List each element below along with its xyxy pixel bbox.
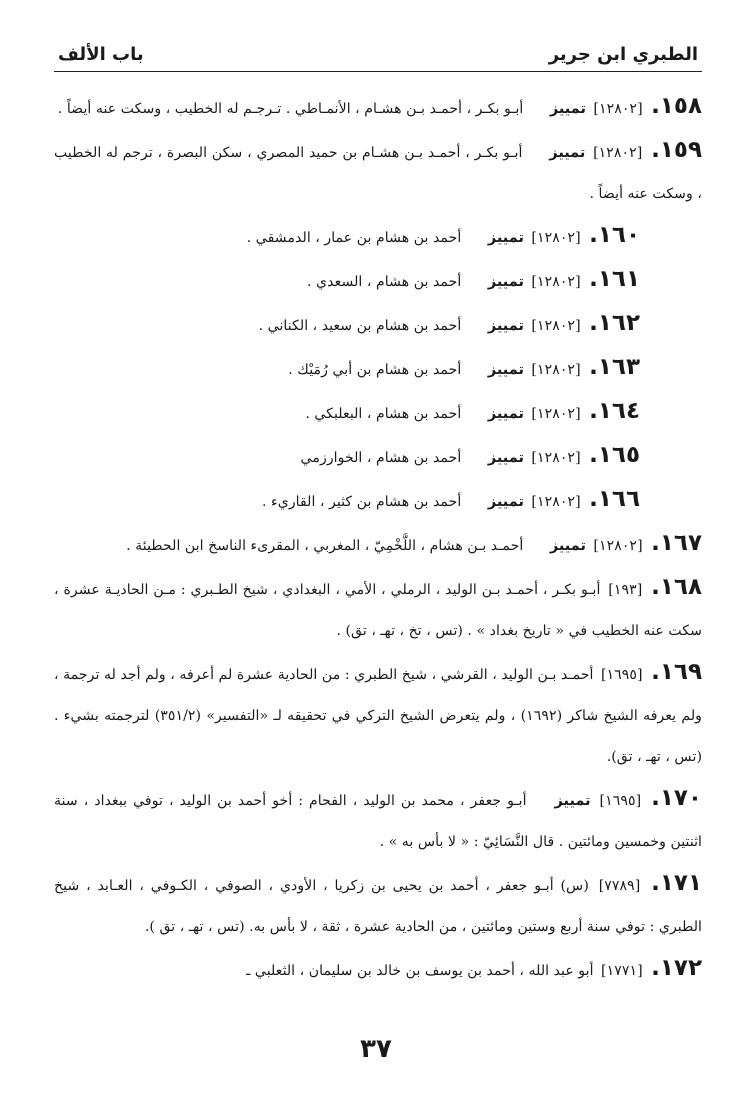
entry-number: ١٦١.	[589, 266, 640, 292]
entry-tag: تمييز	[549, 101, 586, 117]
entry-166	[54, 479, 702, 523]
entry-code: [١٢٨٠٢]	[531, 406, 581, 422]
entry-172	[54, 948, 702, 992]
entry-161	[54, 259, 702, 303]
entry-code: [١٢٨٠٢]	[593, 538, 643, 554]
entry-code: [١٢٨٠٢]	[593, 145, 643, 161]
entry-number: ١٧١.	[651, 870, 703, 896]
entry-number: ١٦٨.	[651, 574, 703, 600]
entry-tag: تمييز	[487, 274, 524, 290]
entry-number: ١٦٠.	[589, 222, 640, 248]
entry-tag: تمييز	[554, 793, 591, 809]
entry-text: أبـو جعفر ، محمد بن الوليد ، الفحام : أخو أحمد بن الوليد ، توفي ببغداد ، سنة اثنتين وخمسين ومائتين . قال النَّسَائِيّ : « لا بأس به » .	[54, 793, 702, 850]
entry-code: [١٢٨٠٢]	[531, 274, 581, 290]
entry-code: [١٦٩٥]	[599, 793, 642, 809]
entry-number: ١٥٩.	[651, 137, 702, 163]
entry-164	[54, 391, 702, 435]
entry-160	[54, 215, 702, 259]
entry-169	[54, 652, 702, 778]
entry-tag: تمييز	[549, 145, 586, 161]
entry-171	[54, 863, 702, 948]
entry-number: ١٦٩.	[651, 659, 702, 685]
entry-tag: تمييز	[487, 318, 524, 334]
entry-code: [١٢٨٠٢]	[531, 230, 581, 246]
entry-number: ١٧٢.	[651, 955, 702, 981]
page-number: ٣٧	[360, 1034, 392, 1064]
entry-number: ١٦٧.	[651, 530, 702, 556]
header-author: الطبري ابن جرير	[548, 44, 698, 65]
entries-list	[54, 86, 702, 992]
entry-code: [١٢٨٠٢]	[531, 362, 581, 378]
entry-text: (س) أبـو جعفر ، أحمد بن يحيى بن زكريا ، الأودي ، الصوفي ، الكـوفي ، العـابد ، شيخ الطبري : توفي سنة أربع وستين ومائتين ، من الحادية عشرة ، ثقة ، لا بأس به. (تس ، تهـ ، تق ).	[54, 878, 702, 935]
entry-number: ١٥٨.	[651, 93, 702, 119]
entry-tag: تمييز	[487, 230, 524, 246]
entry-text: أبـو بكـر ، أحمـد بـن هشـام ، الأنمـاطي . تـرجـم له الخطيب ، وسكت عنه أيضاً .	[57, 101, 524, 117]
entry-text: أبـو بكـر ، أحمـد بـن هشـام بن حميد المصري ، سكن البصرة ، ترجم له الخطيب ، وسكت عنه أيضاً .	[54, 145, 702, 202]
entry-text: أحمـد بـن الوليد ، القرشي ، شيخ الطبري : من الحادية عشرة لم أعرفه ، ولم أجد له ترجمة ، ولم يعرفه الشيخ شاكر (١٦٩٢) ، ولم يتعرض الشيخ التركي في تحقيقه لـ «التفسير» (٣٥١/٢) لترجمته بشيء . (تس ، تهـ ، تق).	[54, 667, 702, 765]
entry-text: أحمد بن هشام ، الخوارزمي	[300, 450, 462, 466]
entry-code: [١٧٧١]	[601, 963, 643, 979]
entry-text: أحمد بن هشام ، السعدي .	[307, 274, 462, 290]
entry-code: [١٢٨٠٢]	[593, 101, 643, 117]
entry-code: [١٢٨٠٢]	[531, 318, 581, 334]
running-header	[54, 30, 702, 72]
entry-text: أحمد بن هشام بن أبي رُمَيْك .	[288, 362, 462, 378]
entry-tag: تمييز	[487, 494, 524, 510]
entry-165	[54, 435, 702, 479]
entry-number: ١٦٦.	[589, 486, 640, 512]
entry-158	[54, 86, 702, 130]
entry-168	[54, 567, 702, 652]
entry-tag: تمييز	[487, 362, 524, 378]
entry-167	[54, 523, 702, 567]
entry-number: ١٦٥.	[589, 442, 640, 468]
entry-code: [٧٧٨٩]	[598, 878, 641, 894]
entry-162	[54, 303, 702, 347]
entry-tag: تمييز	[487, 406, 524, 422]
entry-number: ١٧٠.	[651, 785, 702, 811]
entry-code: [١٢٨٠٢]	[531, 450, 581, 466]
entry-number: ١٦٣.	[589, 354, 640, 380]
entry-tag: تمييز	[549, 538, 586, 554]
entry-number: ١٦٢.	[589, 310, 640, 336]
entry-text: أبـو بكـر ، أحمـد بـن الوليد ، الرملي ، الأمي ، البغدادي ، شيخ الطـبري : مـن الحاديـة عشرة ، سكت عنه الخطيب في « تاريخ بغداد » . (تس ، تخ ، تهـ ، تق) .	[54, 582, 702, 639]
entry-text: أحمد بن هشام بن سعيد ، الكناني .	[258, 318, 462, 334]
entry-text: أحمد بن هشام بن عمار ، الدمشقي .	[246, 230, 462, 246]
entry-text: أحمد بن هشام ، البعلبكي .	[305, 406, 462, 422]
entry-163	[54, 347, 702, 391]
entry-text: أحمد بن هشام بن كثير ، القاريء .	[262, 494, 462, 510]
header-chapter: باب الألف	[58, 44, 144, 65]
entry-number: ١٦٤.	[589, 398, 640, 424]
entry-code: [١٦٩٥]	[601, 667, 643, 683]
entry-text: أبو عبد الله ، أحمد بن يوسف بن خالد بن سليمان ، الثعلبي ـ	[246, 963, 594, 979]
entry-text: أحمـد بـن هشام ، اللَّخْمِيّ ، المغربي ، المقرىء الناسخ ابن الحطيئة .	[126, 538, 524, 554]
document-page	[54, 30, 702, 992]
entry-code: [١٢٨٠٢]	[531, 494, 581, 510]
entry-code: [١٩٣]	[608, 582, 643, 598]
entry-159	[54, 130, 702, 215]
entry-170	[54, 778, 702, 863]
entry-tag: تمييز	[487, 450, 524, 466]
